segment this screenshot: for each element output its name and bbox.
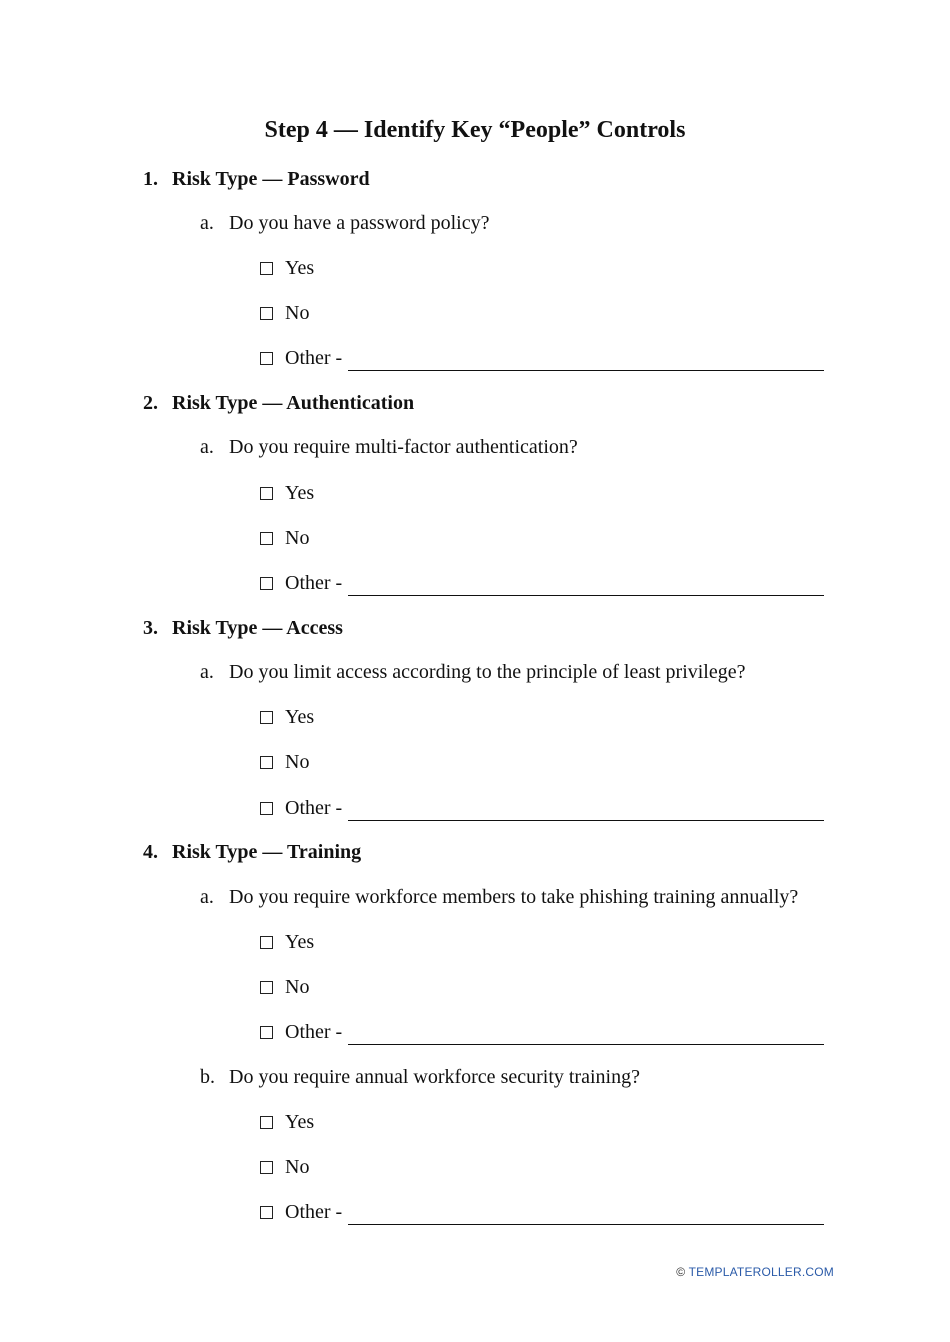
copyright-symbol: © (676, 1265, 686, 1279)
option-label: Other - (285, 572, 343, 594)
checkbox[interactable] (260, 532, 273, 545)
section-heading-1 (143, 166, 370, 192)
option-label: Yes (285, 1111, 315, 1133)
checkbox[interactable] (260, 262, 273, 275)
option-no-3a[interactable] (260, 749, 309, 775)
option-other-1a[interactable] (260, 345, 824, 371)
question-text: Do you require multi-factor authentication? (229, 436, 578, 458)
section-title: Risk Type — Training (172, 841, 362, 863)
section-number: 4. (143, 841, 158, 863)
option-yes-3a[interactable] (260, 704, 314, 730)
other-blank-line[interactable] (348, 1204, 824, 1225)
other-blank-line[interactable] (348, 350, 824, 371)
question-4b (200, 1064, 640, 1090)
option-yes-1a[interactable] (260, 255, 314, 281)
option-other-2a[interactable] (260, 570, 824, 596)
checkbox[interactable] (260, 307, 273, 320)
option-label: Other - (285, 347, 343, 369)
question-letter: b. (200, 1066, 215, 1088)
option-no-4b[interactable] (260, 1154, 309, 1180)
section-number: 3. (143, 617, 158, 639)
checkbox[interactable] (260, 936, 273, 949)
option-other-3a[interactable] (260, 795, 824, 821)
section-title: Risk Type — Password (172, 168, 370, 190)
option-yes-4b[interactable] (260, 1109, 314, 1135)
option-other-4b[interactable] (260, 1199, 824, 1225)
checkbox[interactable] (260, 1161, 273, 1174)
checkbox[interactable] (260, 756, 273, 769)
other-blank-line[interactable] (348, 1024, 824, 1045)
question-1a (200, 210, 490, 236)
checkbox[interactable] (260, 487, 273, 500)
section-title: Risk Type — Access (172, 617, 343, 639)
option-label: No (285, 976, 310, 998)
checkbox[interactable] (260, 1206, 273, 1219)
option-other-4a[interactable] (260, 1019, 824, 1045)
checkbox[interactable] (260, 352, 273, 365)
option-label: Yes (285, 482, 315, 504)
section-title: Risk Type — Authentication (172, 392, 415, 414)
checkbox[interactable] (260, 1116, 273, 1129)
question-letter: a. (200, 212, 214, 234)
section-heading-4 (143, 839, 361, 865)
option-label: Other - (285, 797, 343, 819)
checkbox[interactable] (260, 981, 273, 994)
question-text: Do you limit access according to the principle of least privilege? (229, 661, 746, 683)
option-label: No (285, 527, 310, 549)
section-heading-2 (143, 390, 414, 416)
checkbox[interactable] (260, 1026, 273, 1039)
option-label: No (285, 302, 310, 324)
option-label: Other - (285, 1201, 343, 1223)
section-number: 1. (143, 168, 158, 190)
question-letter: a. (200, 886, 214, 908)
option-yes-2a[interactable] (260, 480, 314, 506)
option-label: No (285, 1156, 310, 1178)
question-4a (200, 884, 798, 910)
checkbox[interactable] (260, 711, 273, 724)
option-label: Yes (285, 931, 315, 953)
option-yes-4a[interactable] (260, 929, 314, 955)
option-no-2a[interactable] (260, 525, 309, 551)
footer-watermark (676, 1265, 834, 1279)
other-blank-line[interactable] (348, 575, 824, 596)
question-text: Do you require annual workforce security training? (229, 1066, 640, 1088)
option-label: Other - (285, 1021, 343, 1043)
option-no-1a[interactable] (260, 300, 309, 326)
question-text: Do you require workforce members to take phishing training annually? (229, 886, 799, 908)
question-letter: a. (200, 661, 214, 683)
footer-site-link[interactable]: TEMPLATEROLLER.COM (688, 1265, 834, 1279)
question-3a (200, 659, 746, 685)
page-title: Step 4 — Identify Key “People” Controls (264, 117, 686, 143)
section-heading-3 (143, 615, 343, 641)
checkbox[interactable] (260, 577, 273, 590)
checkbox[interactable] (260, 802, 273, 815)
question-letter: a. (200, 436, 214, 458)
option-label: Yes (285, 706, 315, 728)
option-label: No (285, 751, 310, 773)
option-no-4a[interactable] (260, 974, 309, 1000)
option-label: Yes (285, 257, 315, 279)
question-2a (200, 434, 578, 460)
other-blank-line[interactable] (348, 800, 824, 821)
question-text: Do you have a password policy? (229, 212, 490, 234)
section-number: 2. (143, 392, 158, 414)
